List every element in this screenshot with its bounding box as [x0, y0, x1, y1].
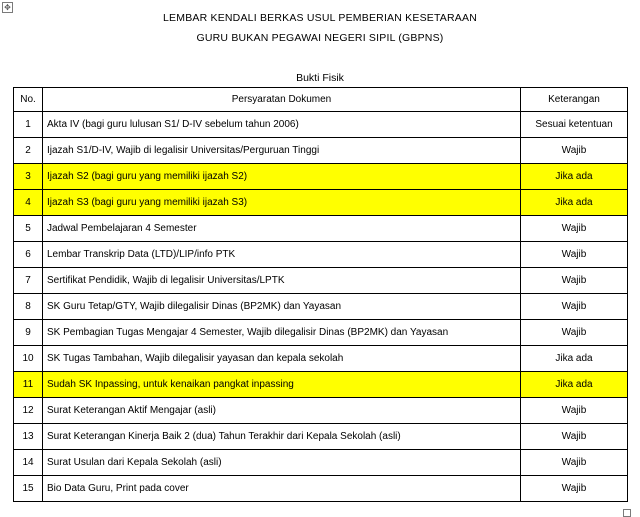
row-remarks: Wajib: [521, 450, 628, 476]
table-row: [14, 424, 628, 450]
row-number: 6: [14, 242, 43, 268]
row-number: 8: [14, 294, 43, 320]
row-document: Surat Keterangan Aktif Mengajar (asli): [43, 398, 521, 424]
row-document: Ijazah S3 (bagi guru yang memiliki ijazah S3): [43, 190, 521, 216]
row-document: Sertifikat Pendidik, Wajib di legalisir Universitas/LPTK: [43, 268, 521, 294]
row-number: 7: [14, 268, 43, 294]
row-remarks: Wajib: [521, 294, 628, 320]
row-document: Surat Keterangan Kinerja Baik 2 (dua) Tahun Terakhir dari Kepala Sekolah (asli): [43, 424, 521, 450]
row-number: 15: [14, 476, 43, 502]
row-remarks: Jika ada: [521, 164, 628, 190]
section-heading: Bukti Fisik: [296, 72, 344, 84]
row-remarks: Wajib: [521, 398, 628, 424]
row-document: Lembar Transkrip Data (LTD)/LIP/info PTK: [43, 242, 521, 268]
row-remarks: Wajib: [521, 242, 628, 268]
table-row: [14, 450, 628, 476]
row-number: 1: [14, 112, 43, 138]
header-no: No.: [14, 88, 43, 112]
row-number: 2: [14, 138, 43, 164]
table-row: [14, 138, 628, 164]
requirements-table: [13, 87, 628, 502]
table-row: [14, 242, 628, 268]
row-number: 5: [14, 216, 43, 242]
row-document: Ijazah S1/D-IV, Wajib di legalisir Universitas/Perguruan Tinggi: [43, 138, 521, 164]
row-document: Akta IV (bagi guru lulusan S1/ D-IV sebelum tahun 2006): [43, 112, 521, 138]
table-header-row: [14, 88, 628, 112]
table-row: [14, 216, 628, 242]
row-number: 10: [14, 346, 43, 372]
row-remarks: Wajib: [521, 216, 628, 242]
table-row: [14, 320, 628, 346]
table-resize-handle-icon[interactable]: [623, 509, 631, 517]
row-remarks: Wajib: [521, 320, 628, 346]
row-remarks: Wajib: [521, 476, 628, 502]
table-row: [14, 372, 628, 398]
row-number: 12: [14, 398, 43, 424]
row-remarks: Wajib: [521, 138, 628, 164]
table-row: [14, 190, 628, 216]
table-row: [14, 164, 628, 190]
row-document: Surat Usulan dari Kepala Sekolah (asli): [43, 450, 521, 476]
document-title-line1: LEMBAR KENDALI BERKAS USUL PEMBERIAN KESETARAAN: [163, 12, 477, 24]
row-remarks: Jika ada: [521, 346, 628, 372]
row-number: 3: [14, 164, 43, 190]
table-row: [14, 476, 628, 502]
row-number: 4: [14, 190, 43, 216]
row-remarks: Jika ada: [521, 372, 628, 398]
row-number: 14: [14, 450, 43, 476]
table-row: [14, 112, 628, 138]
row-remarks: Sesuai ketentuan: [521, 112, 628, 138]
row-document: SK Tugas Tambahan, Wajib dilegalisir yayasan dan kepala sekolah: [43, 346, 521, 372]
row-number: 13: [14, 424, 43, 450]
row-document: Jadwal Pembelajaran 4 Semester: [43, 216, 521, 242]
table-row: [14, 398, 628, 424]
table-move-handle-icon[interactable]: ✥: [2, 2, 13, 13]
header-document: Persyaratan Dokumen: [43, 88, 521, 112]
row-document: Bio Data Guru, Print pada cover: [43, 476, 521, 502]
header-remarks: Keterangan: [521, 88, 628, 112]
row-number: 11: [14, 372, 43, 398]
row-remarks: Jika ada: [521, 190, 628, 216]
row-document: SK Guru Tetap/GTY, Wajib dilegalisir Dinas (BP2MK) dan Yayasan: [43, 294, 521, 320]
row-document: Ijazah S2 (bagi guru yang memiliki ijazah S2): [43, 164, 521, 190]
row-number: 9: [14, 320, 43, 346]
document-title-line2: GURU BUKAN PEGAWAI NEGERI SIPIL (GBPNS): [196, 32, 444, 44]
table-row: [14, 346, 628, 372]
row-remarks: Wajib: [521, 424, 628, 450]
table-row: [14, 268, 628, 294]
row-remarks: Wajib: [521, 268, 628, 294]
row-document: Sudah SK Inpassing, untuk kenaikan pangkat inpassing: [43, 372, 521, 398]
table-row: [14, 294, 628, 320]
row-document: SK Pembagian Tugas Mengajar 4 Semester, Wajib dilegalisir Dinas (BP2MK) dan Yayasan: [43, 320, 521, 346]
